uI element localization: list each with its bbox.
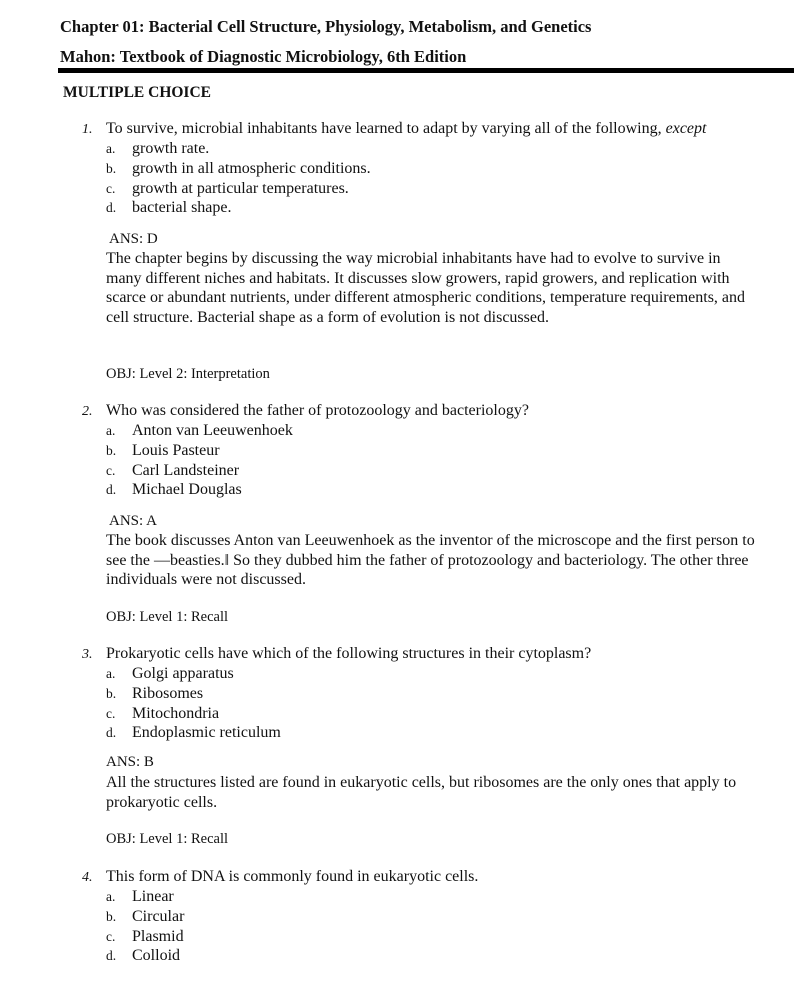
explanation: The chapter begins by discussing the way microbial inhabitants have had to evolve to survive in many different niches and habitats. It discusses slow growers, rapid growers, and replication with scarce or abundant nutrients, under different atmospheric conditions, temperature requirements, and cell structure. Bacterial shape as a form of evolution is not discussed. — [106, 250, 746, 327]
option-text: growth rate. — [132, 140, 210, 157]
option-letter: a. — [106, 141, 116, 156]
option-text: bacterial shape. — [132, 199, 232, 217]
option-text: Endoplasmic reticulum — [132, 724, 281, 742]
option-text: Carl Landsteiner — [132, 461, 240, 479]
option-letter: c. — [106, 928, 116, 944]
option-letter: c. — [106, 180, 116, 196]
option-text: Circular — [132, 907, 185, 925]
section-title: MULTIPLE CHOICE — [63, 84, 211, 101]
option-text: growth in all atmospheric conditions. — [132, 159, 371, 177]
question-number: 4. — [82, 870, 93, 885]
question-stem: Prokaryotic cells have which of the following structures in their cytoplasm? — [106, 645, 592, 662]
option-text: Anton van Leeuwenhoek — [132, 422, 293, 439]
option-text: Louis Pasteur — [132, 441, 220, 459]
answer: ANS: D — [109, 231, 158, 247]
option-letter: b. — [106, 160, 117, 176]
option-letter: a. — [106, 666, 116, 681]
book-title: Mahon: Textbook of Diagnostic Microbiology, 6th Edition — [60, 47, 467, 66]
option-text: Linear — [132, 888, 174, 905]
option-letter: d. — [106, 948, 117, 964]
objective: OBJ: Level 1: Recall — [106, 609, 229, 625]
chapter-title: Chapter 01: Bacterial Cell Structure, Physiology, Metabolism, and Genetics — [60, 17, 592, 36]
option-letter: d. — [106, 200, 117, 216]
option-letter: b. — [106, 908, 117, 924]
option-text: Colloid — [132, 947, 181, 965]
option-text: growth at particular temperatures. — [132, 179, 349, 197]
option-text: Mitochondria — [132, 704, 220, 722]
option-letter: c. — [106, 705, 116, 721]
option-letter: a. — [106, 889, 116, 904]
option-letter: a. — [106, 423, 116, 438]
question-number: 2. — [82, 404, 93, 419]
explanation: All the structures listed are found in eukaryotic cells, but ribosomes are the only ones that apply to prokaryotic cells. — [106, 774, 737, 811]
question-stem: Who was considered the father of protozoology and bacteriology? — [106, 402, 529, 419]
objective: OBJ: Level 2: Interpretation — [106, 366, 270, 382]
option-letter: c. — [106, 462, 116, 478]
question-stem-text: To survive, microbial inhabitants have learned to adapt by varying all of the following, — [106, 120, 662, 137]
option-letter: d. — [106, 482, 117, 498]
option-text: Plasmid — [132, 927, 184, 945]
question-stem — [106, 119, 706, 139]
option-text: Ribosomes — [132, 684, 204, 702]
answer: ANS: A — [109, 513, 157, 529]
question-stem-emphasis: except — [665, 120, 707, 137]
option-letter: d. — [106, 725, 117, 741]
question-stem: This form of DNA is commonly found in eukaryotic cells. — [106, 868, 479, 885]
option-text: Golgi apparatus — [132, 665, 234, 682]
option-letter: b. — [106, 442, 117, 458]
question-number: 1. — [82, 122, 93, 137]
header-rule — [58, 68, 794, 73]
explanation: The book discusses Anton van Leeuwenhoek as the inventor of the microscope and the first person to see the ―beasties.‖ So they dubbed him the father of protozoology and bacteriology. The other three individuals were not discussed. — [106, 532, 755, 589]
option-text: Michael Douglas — [132, 481, 242, 499]
answer: ANS: B — [106, 754, 154, 770]
objective: OBJ: Level 1: Recall — [106, 831, 229, 847]
question-number: 3. — [82, 647, 93, 662]
option-letter: b. — [106, 685, 117, 701]
